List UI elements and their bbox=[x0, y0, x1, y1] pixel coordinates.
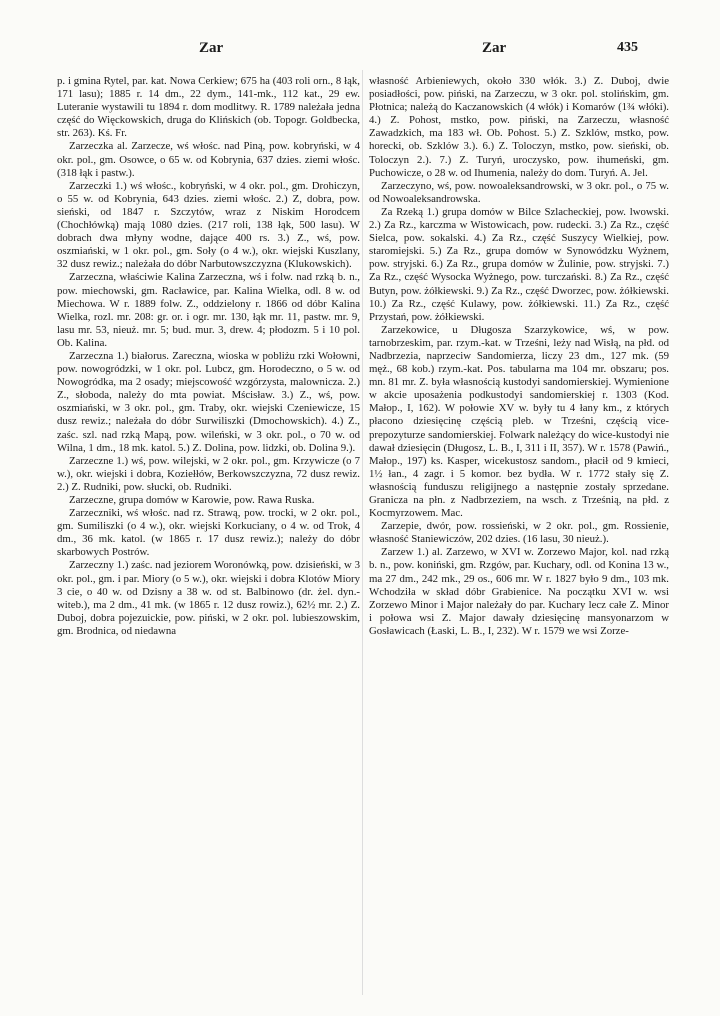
entry-paragraph: Za Rzeką 1.) grupa domów w Bilce Szlacheckiej, pow. lwowski. 2.) Za Rz., karczma w Wistowicach, pow. rudecki. 3.) Za Rz., część Sielca, pow. sokalski. 4.) Za Rz., część Suszycy Wielkiej, pow. staromiejski. 5.) Za Rz., grupa domów w Synowódzku Wyżnem, pow. stryjski. 6.) Za Rz., grupa domów w Żulinie, pow. stryjski. 7.) Za Rz., część Wysocka Wyżnego, pow. turczański. 8.) Za Rz., część Butyn, pow. żółkiewski. 9.) Za Rz., część Dworzec, pow. żółkiewski. 10.) Za Rz., część Kulawy, pow. żółkiewski. 11.) Za Rz., część Przystań, pow. żółkiewski. bbox=[369, 205, 669, 323]
page-header bbox=[0, 40, 720, 64]
entry-paragraph: Zarzeczny 1.) zaśc. nad jeziorem Woronówką, pow. dzisieński, w 3 okr. pol., gm. i par. Miory (o 5 w.), okr. wiejski i dobra Klotów Miory 3 cie, o 40 w. od Dzisny a 38 w. od st. Balbinowo (dr. żel. dyn.-witeb.), ma 2 dm., 41 mk. (w 1865 r. 12 dusz rowiz.), 62½ mr. 2.) Z. Duboj, dobra pojezuickie, pow. piński, w 2 okr. pol. lubieszowskim, gm. Brodnica, od niedawna bbox=[57, 559, 360, 637]
entry-paragraph: Zarzeczne 1.) wś, pow. wilejski, w 2 okr. pol., gm. Krzywicze (o 7 w.), okr. wiejski i dobra, Koziełłów, Berkowszczyzna, 72 dusz rewiz. 2.) Z. Rudniki, pow. słucki, ob. Rudniki. bbox=[57, 454, 360, 493]
column-divider bbox=[362, 70, 363, 995]
entry-paragraph: Zarzew 1.) al. Zarzewo, w XVI w. Zorzewo Major, kol. nad rzką b. n., pow. koniński, gm. Rzgów, par. Kuchary, odl. od Konina 13 w., ma 27 dm., 242 mk., 29 os., 606 mr. W r. 1827 było 9 dm., 103 mk. Wchodziła w skład dóbr Grabienice. Na początku XVI w. wsi Zorzewo Minor i Major należały do par. Kuchary lecz całe Z. Minor i połowa wsi Z. Major dawały dziesięcinę mansyonarzom w Gosławicach (Łaski, L. B., I, 232). W r. 1579 we wsi Zorze- bbox=[369, 546, 669, 637]
page-number: 435 bbox=[617, 40, 638, 55]
entry-paragraph: Zarzeczniki, wś włośc. nad rz. Strawą, pow. trocki, w 2 okr. pol., gm. Sumiliszki (o 4 w.), okr. wiejski Korkuciany, o 4 w. od Trok, 4 dm., 36 mk. katol. (w 1865 r. 17 dusz rewiz.); należy do dóbr skarbowych Postrów. bbox=[57, 507, 360, 559]
entry-paragraph: Zarzeczna 1.) białorus. Zareczna, wioska w pobliżu rzki Wołowni, pow. nowogródzki, w 1 okr. pol. Lubcz, gm. Horodeczno, o 5 w. od Nowogródka, ma 2 osady; miejscowość wzgórzysta, malownicza. 2.) Z., słoboda, należy do mta powiat. Mścisław. 3.) Z., wś, pow. oszmiański, w 3 okr. pol., gm. Traby, okr. wiejski Czeniewicze, 15 dusz rewiz.; należała do dóbr Surwiliszki (Dmochowskich). 4.) Z., zaśc. szl. nad rzką Mapą, pow. wileński, w 3 okr. pol., o 70 w. od Wilna, 1 dm., 18 mk. katol. 5.) Z. Dolina, pow. lidzki, ob. Dolina 9.). bbox=[57, 349, 360, 454]
entry-paragraph: Zarzeczna, właściwie Kalina Zarzeczna, wś i folw. nad rzką b. n., pow. miechowski, gm. Racławice, par. Kalina Wielka, odl. 8 w. od Miechowa. W r. 1889 folw. Z., oddzielony r. 1866 od dóbr Kalina Wielka, rozl. mr. 208: gr. or. i ogr. mr. 130, łąk mr. 11, pastw. mr. 9, lasu mr. 53, nieuż. mr. 5; bud. mur. 3, drew. 4; płodozm. 5 i 10 pol. Ob. Kalina. bbox=[57, 271, 360, 349]
running-head-right: Zar bbox=[482, 40, 507, 56]
left-column bbox=[57, 75, 360, 995]
entry-paragraph: Zarzeczki 1.) wś włośc., kobryński, w 4 okr. pol., gm. Drohiczyn, o 55 w. od Kobrynia, 643 dzies. ziemi włośc. 2.) Z, dobra, pow. sieński, od 1847 r. Szczytów, wraz z Niskim Horodcem (Chochłówką) mają 1080 dzies. (217 roli, 138 łąk, 500 lasu). W dobrach dwa młyny wodne, dające 400 rs. 3.) Z., wś, pow. oszmiański, w 1 okr. pol., gm. Soły (o 4 w.), okr. wiejski Kuszlany, 32 dusz rewiz.; należała do dóbr Narbutowszczyzna (Klukowskich). bbox=[57, 179, 360, 271]
running-head-left: Zar bbox=[199, 40, 224, 56]
entry-paragraph: Zarzekowice, u Długosza Szarzykowice, wś, w pow. tarnobrzeskim, par. rzym.-kat. w Trześni, leży nad Wisłą, na płd. od Nadbrzezia, naprzeciw Sandomierza, liczy 23 dm., 127 mk. (59 męż., 68 kob.) rzym.-kat. Pos. tabularna ma 104 mr. obszaru; pos. mn. 81 mr. Z. była własnością kustodyi sandomierskiej. Wymienione w akcie uposażenia podkustodyi sandomierskiej r. 1303 (Kod. Małop., I, 162). W połowie XV w. były tu 4 łany km., z których płacono dziesięcinę częścią pleb. w Trześni, częścią vice-prepozyturze sandomierskiej. Folwark należący do wice-kustodyi nie dawał dziesięcin (Długosz, L. B., I, 311 i II, 357). W r. 1578 (Pawiń., Małop., 197) ks. Kasper, wicekustosz sandom., płacił od 9 kmieci, 1½ łan., 4 zagr. i 5 komor. bez bydła. W r. 1772 stały się Z. własnością funduszu religijnego a następnie zostały sprzedane. Granicza na płn. z Nadbrzeziem, na wsch. z Trześnią, na płd. z Kocmyrzowem. Mac. bbox=[369, 323, 669, 520]
entry-paragraph: własność Arbieniewych, około 330 włók. 3.) Z. Duboj, dwie posiadłości, pow. piński, na Zarzeczu, w 3 okr. pol. stolińskim, gm. Płotnica; należą do Kaczanowskich (4 włók) i Komarów (1¾ włóki). 4.) Z. Pohost, mstko, pow. piński, na Zarzeczu, własność Zawadzkich, ma 183 wł. Ob. Pohost. 5.) Z. Szklów, mstko, pow. horecki, ob. Szklów 3.). 6.) Z. Toloczyn, mstko, pow. sieński, ob. Toloczyn 2.). 7.) Z. Turyń, uroczysko, pow. ihumeński, gm. Puchowicze, o 28 w. od Ihumenia, należy do dom. Turyń. A. Jel. bbox=[369, 75, 669, 179]
right-column bbox=[369, 75, 669, 995]
entry-paragraph: Zarzepie, dwór, pow. rossieński, w 2 okr. pol., gm. Rossienie, własność Staniewiczów, 202 dzies. (16 lasu, 30 nieuż.). bbox=[369, 520, 669, 546]
entry-paragraph: p. i gmina Rytel, par. kat. Nowa Cerkiew; 675 ha (403 roli orn., 8 łąk, 171 lasu); 1885 r. 14 dm., 22 dym., 141-mk., 112 kat., 29 ew. Luteranie wystawili tu 1894 r. dom modlitwy. R. 1789 należała jedna część do Więckowskich, druga do Klińskich (ob. Topogr. Goldbecka, str. 263). Kś. Fr. bbox=[57, 75, 360, 140]
entry-paragraph: Zarzeczne, grupa domów w Karowie, pow. Rawa Ruska. bbox=[69, 494, 315, 506]
entry-paragraph: Zarzeczka al. Zarzecze, wś włośc. nad Piną, pow. kobryński, w 4 okr. pol., gm. Osowce, o 65 w. od Kobrynia, 637 dzies. ziemi włośc. (318 łąk i pastw.). bbox=[57, 140, 360, 179]
entry-paragraph: Zarzeczyno, wś, pow. nowoaleksandrowski, w 3 okr. pol., o 75 w. od Nowoaleksandrowska. bbox=[369, 179, 669, 205]
